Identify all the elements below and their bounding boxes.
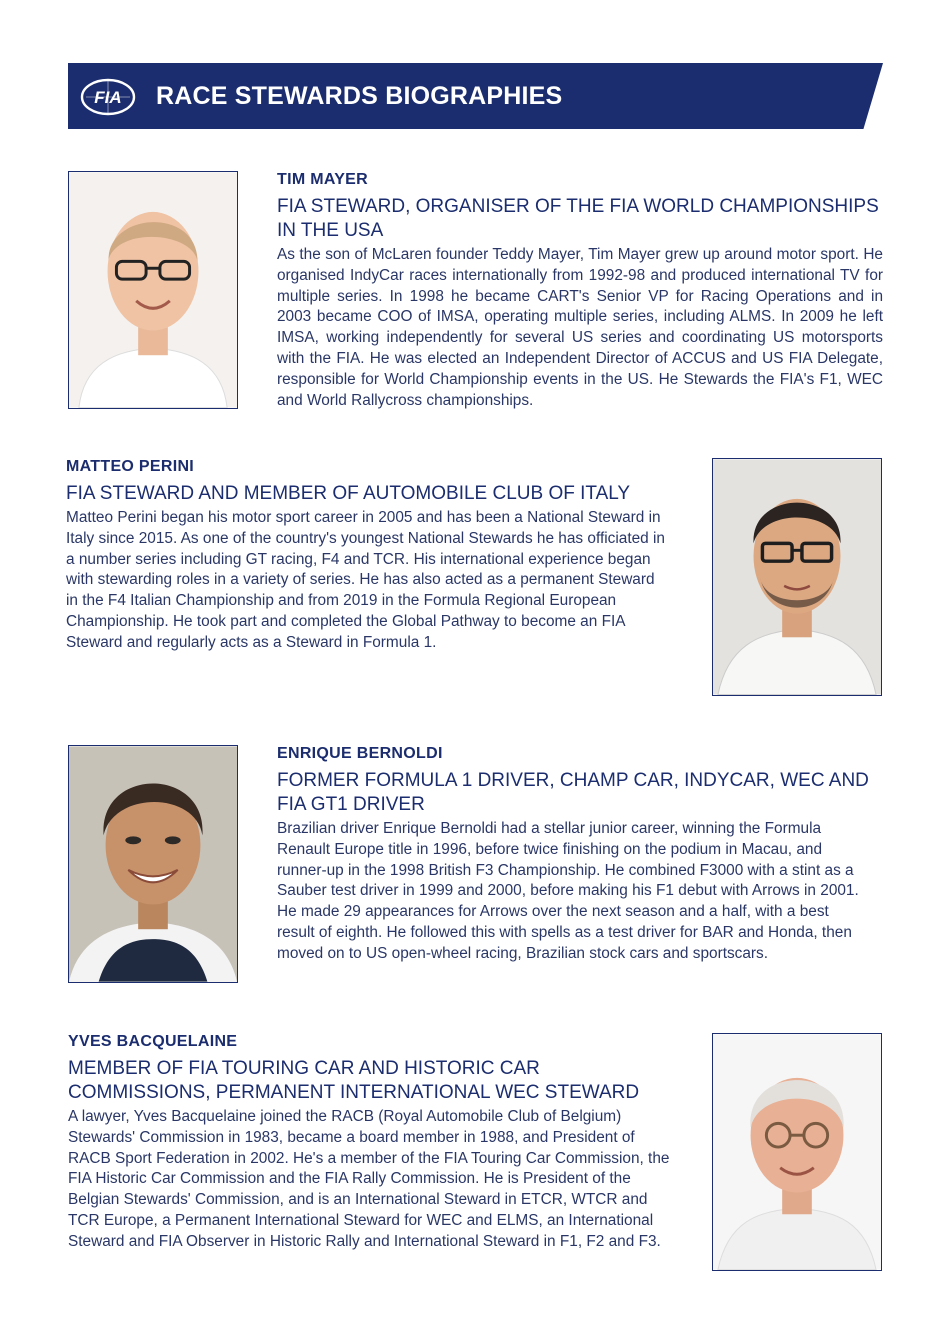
portrait-icon (69, 746, 237, 982)
steward-role: FIA STEWARD AND MEMBER OF AUTOMOBILE CLUB OF ITALY (66, 483, 631, 504)
steward-photo-yves-bacquelaine (712, 1033, 882, 1271)
steward-biography: A lawyer, Yves Bacquelaine joined the RACB (Royal Automobile Club of Belgium) Stewards' Commission in 1983, became a board member in 1988, and President of RACB Sport Federation in 2002. He's a member of the FIA Touring Car Commission, the FIA Historic Car Commission and the FIA Rally Commission. He is President of the Belgian Stewards' Commission, and is an International Steward in ETCR, WTCR and TCR Europe, a Permanent International Steward for WEC and ELMS, an International Steward and FIA Observer in Historic Rally and International Steward in F1, F2 and F3. (68, 1108, 670, 1250)
steward-name: ENRIQUE BERNOLDI (277, 745, 443, 762)
steward-bio-matteo-perini (66, 458, 666, 654)
steward-biography: Brazilian driver Enrique Bernoldi had a stellar junior career, winning the Formula Renault Europe title in 1996, before twice finishing on the podium in Macau, and runner-up in the 1998 British F3 Championship. He combined F3000 with a stint as a Sauber test driver in 1999 and 2000, before making his F1 debut with Arrows in 2001. He made 29 appearances for Arrows over the next season and a half, with a best result of eighth. He followed this with spells as a test driver for BAR and Honda, then moved on to US open-wheel racing, Brazilian stock cars and sportscars. (277, 820, 859, 962)
steward-bio-tim-mayer (277, 171, 883, 411)
steward-photo-enrique-bernoldi (68, 745, 238, 983)
steward-biography: Matteo Perini began his motor sport career in 2005 and has been a National Steward in Italy since 2015. As one of the country's youngest National Stewards he has officiated in a number series including GT racing, F4 and TCR. His international experience began with stewarding roles in a variety of series. He has also acted as a permanent Steward in the F4 Italian Championship and from 2019 in the Formula Regional European Championship. He took part and completed the Global Pathway to become an FIA Steward and regularly acts as a Steward in Formula 1. (66, 509, 665, 651)
steward-role: FIA STEWARD, ORGANISER OF THE FIA WORLD CHAMPIONSHIPS IN THE USA (277, 196, 879, 241)
steward-bio-yves-bacquelaine (68, 1033, 678, 1253)
page-title: RACE STEWARDS BIOGRAPHIES (156, 82, 563, 110)
fia-logo-text: FIA (94, 88, 122, 107)
fia-logo-icon (80, 78, 136, 116)
steward-name: MATTEO PERINI (66, 458, 195, 475)
steward-photo-matteo-perini (712, 458, 882, 696)
steward-biography: As the son of McLaren founder Teddy Mayer, Tim Mayer grew up around motor sport. He organised IndyCar races internationally from 1992-98 and produced international TV for multiple series. In 1998 he became CART's Senior VP for Racing Operations and in 2003 became COO of IMSA, operating multiple series, including ALMS. In 2009 he left IMSA, working independently for several US series and coordinating US motorsports with the FIA. He was elected an Independent Director of ACCUS and US FIA Delegate, responsible for World Championship events in the US. He Stewards the FIA's F1, WEC and World Rallycross championships. (277, 246, 883, 409)
portrait-icon (713, 1034, 881, 1270)
portrait-icon (69, 172, 237, 408)
steward-role: MEMBER OF FIA TOURING CAR AND HISTORIC CAR COMMISSIONS, PERMANENT INTERNATIONAL WEC STEWARD (68, 1058, 640, 1103)
portrait-icon (713, 459, 881, 695)
steward-photo-tim-mayer (68, 171, 238, 409)
steward-role: FORMER FORMULA 1 DRIVER, CHAMP CAR, INDYCAR, WEC AND FIA GT1 DRIVER (277, 770, 869, 815)
steward-name: YVES BACQUELAINE (68, 1033, 238, 1050)
steward-name: TIM MAYER (277, 171, 369, 188)
steward-bio-enrique-bernoldi (277, 745, 870, 965)
